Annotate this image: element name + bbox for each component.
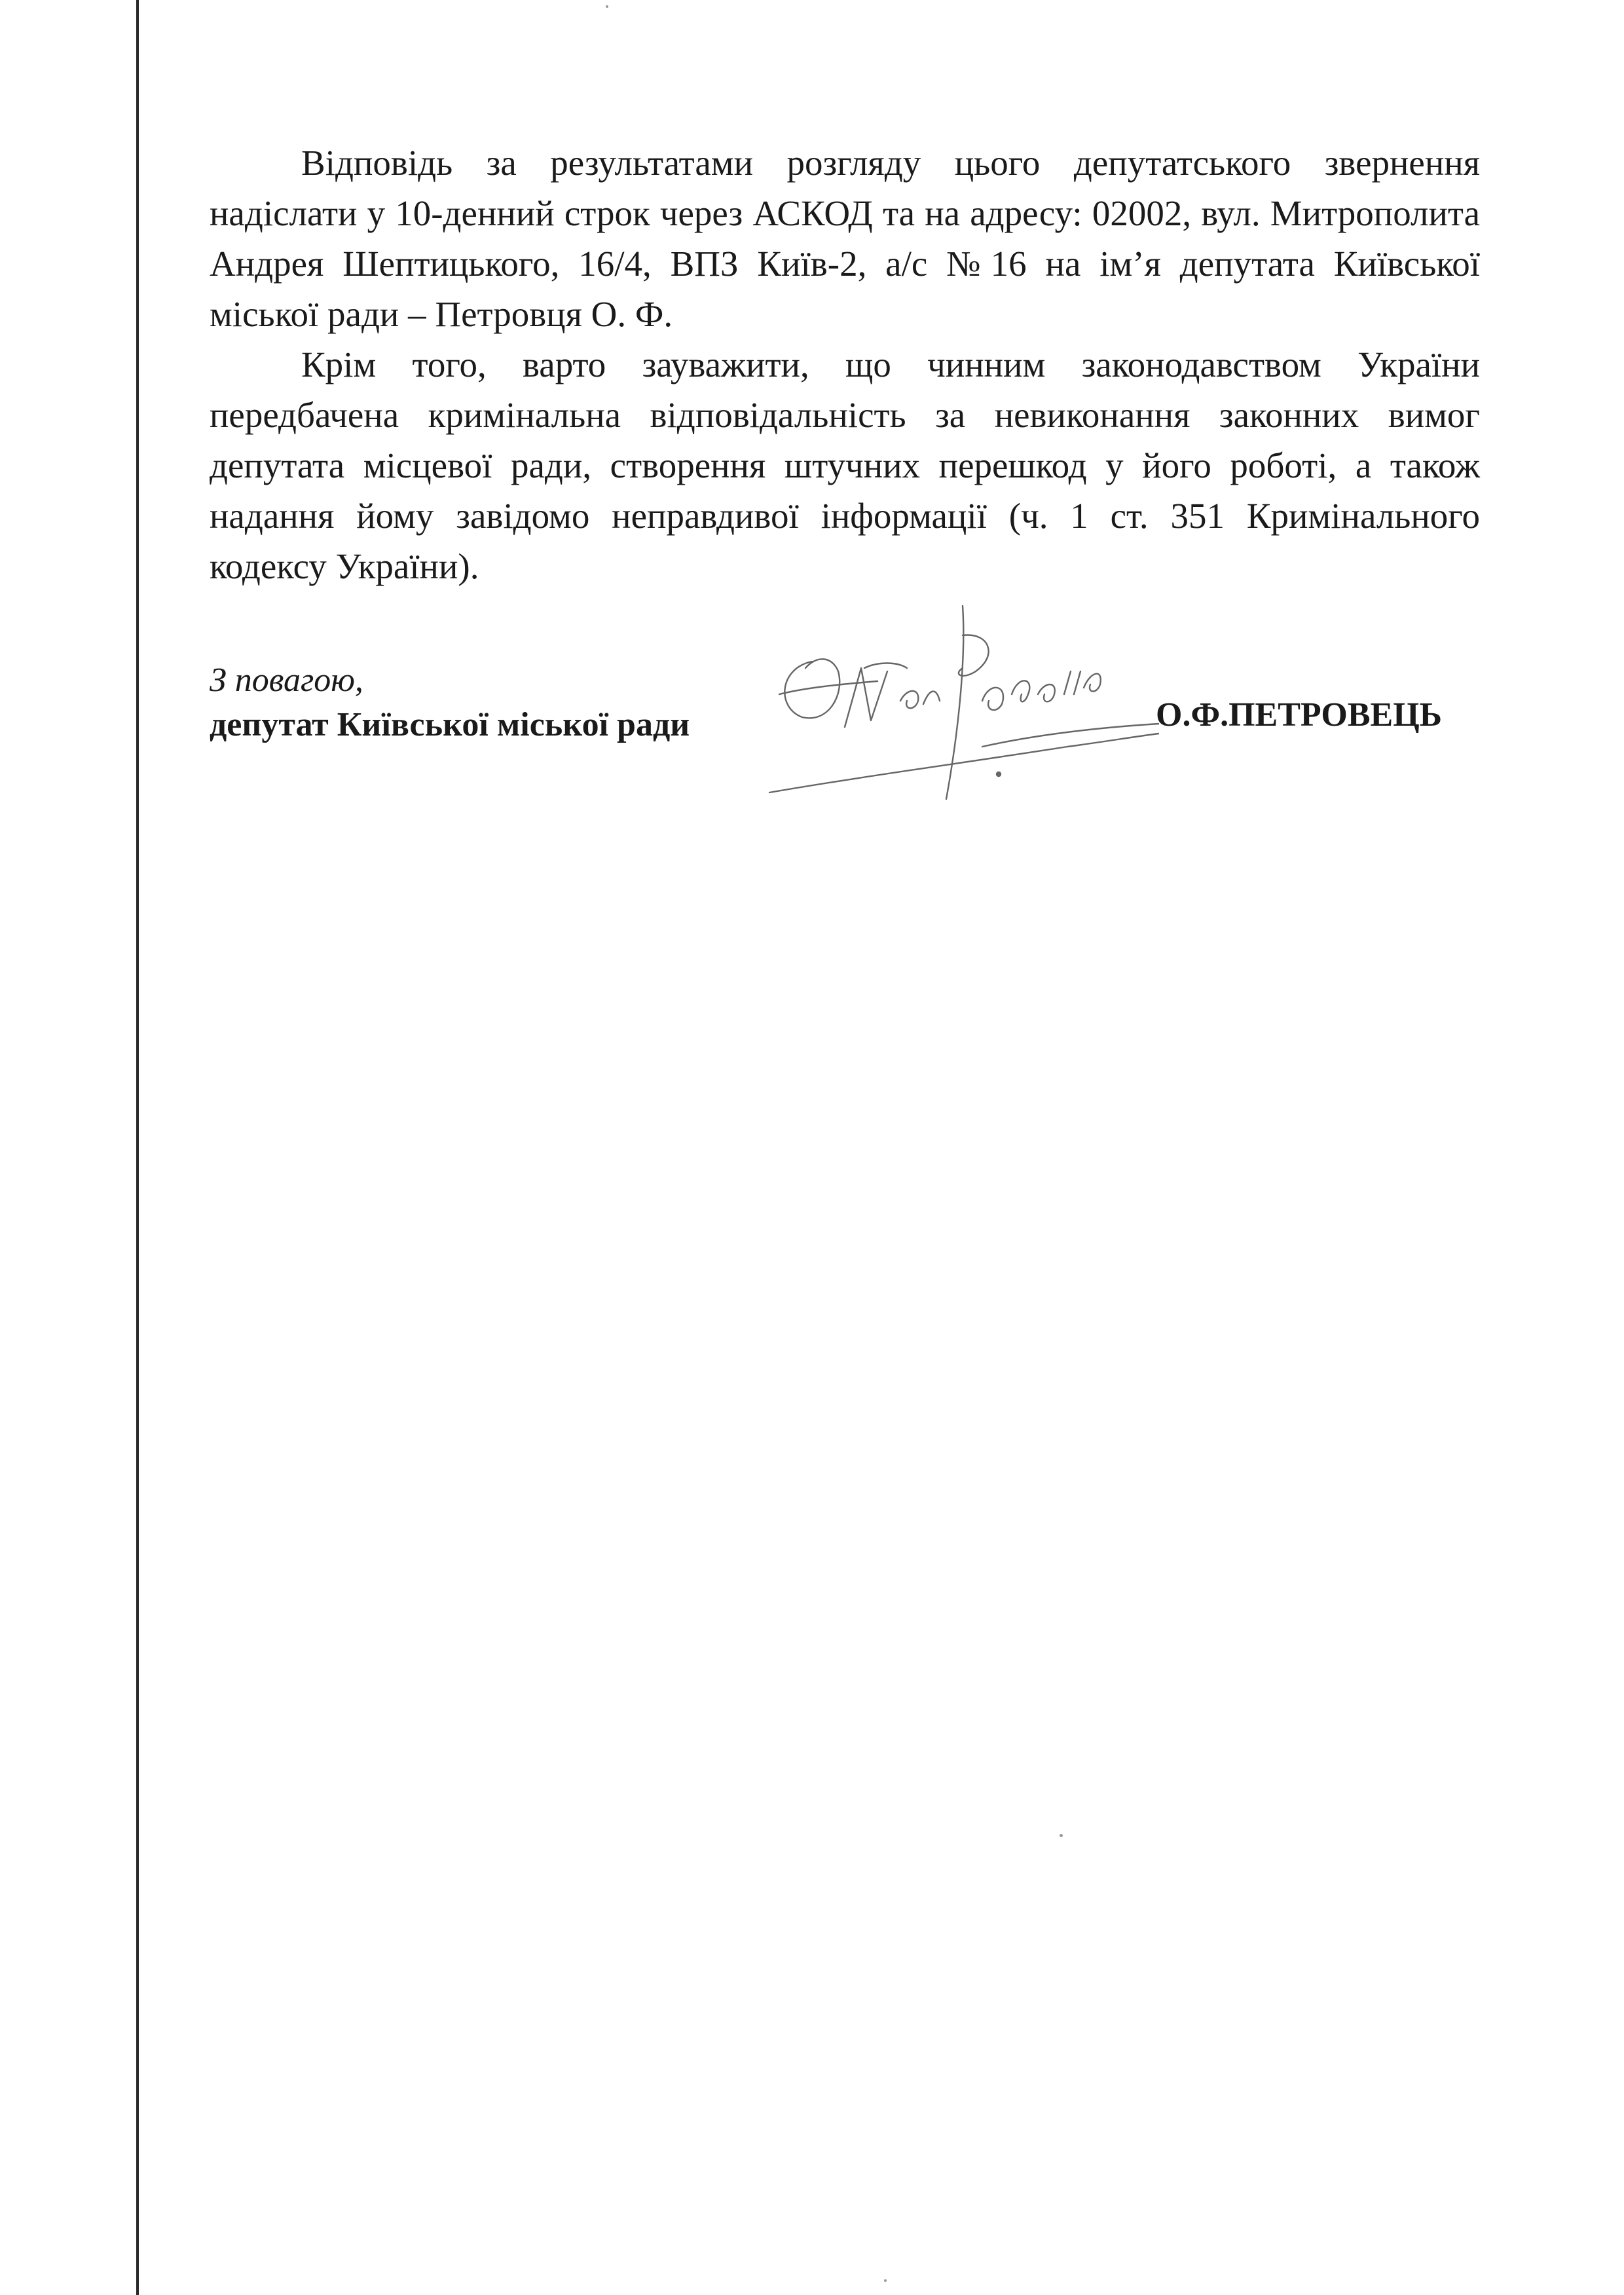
paragraph-criminal-liability: Крім того, варто зауважити, що чинним законодавством України передбачена кримінальна відповідальність за невиконання законних вимог депутата місцевої ради, створення штучних перешкод у його роботі, а також надання йому завідомо неправдивої інформації (ч. 1 ст. 351 Кримінального кодексу України). xyxy=(210,345,1480,586)
left-margin-line xyxy=(136,0,139,2295)
scan-speck xyxy=(1060,1834,1063,1837)
signer-name: О.Ф.ПЕТРОВЕЦЬ xyxy=(1156,696,1443,734)
handwritten-signature xyxy=(766,596,1159,812)
closing-phrase: З повагою, xyxy=(210,662,363,699)
signer-position: депутат Київської міської ради xyxy=(210,706,690,743)
scan-speck xyxy=(606,5,608,8)
letter-body xyxy=(210,138,1480,591)
paragraph-reply-request: Відповідь за результатами розгляду цього депутатського звернення надіслати у 10-денний строк через АСКОД та на адресу: 02002, вул. Митрополита Андрея Шептицького, 16/4, ВПЗ Київ-2, а/с №16 на ім’я депутата Київської міської ради – Петровця О. Ф. xyxy=(210,143,1480,334)
scan-speck xyxy=(884,2279,887,2282)
